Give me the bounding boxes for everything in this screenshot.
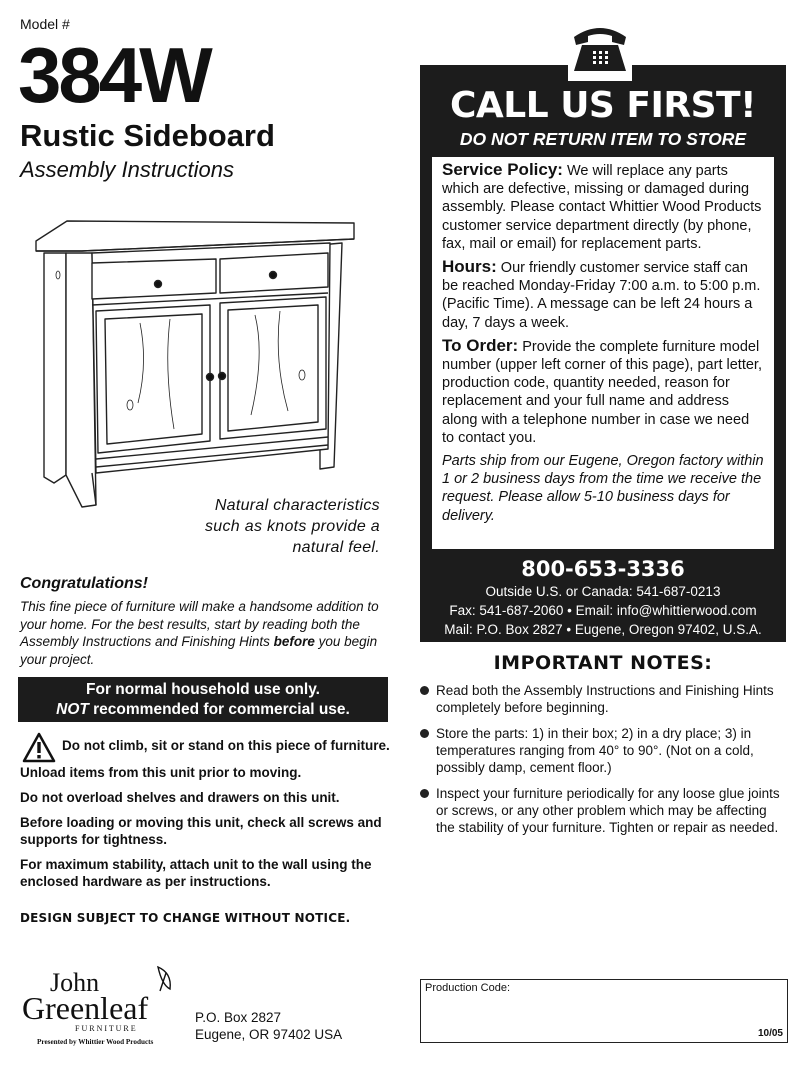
model-number: 384W	[18, 31, 210, 119]
photo-caption: Natural characteristics such as knots provide a natural feel.	[205, 497, 380, 556]
document-type: Assembly Instructions	[20, 157, 234, 182]
mailing-address	[195, 1009, 342, 1043]
banner-line-2-rest: recommended for commercial use.	[88, 701, 350, 718]
shipping-note: Parts ship from our Eugene, Oregon factory within 1 or 2 business days from the time we receive the request. Please allow 5-10 business days for delivery.	[442, 453, 764, 524]
logo-line-furniture: F U R N I T U R E	[75, 1024, 136, 1033]
production-code-box	[420, 979, 788, 1043]
fax-email: Fax: 541-687-2060 • Email: info@whittierwood.com	[449, 603, 757, 618]
hours	[442, 258, 764, 332]
safety-warnings	[20, 732, 390, 890]
sideboard-illustration	[30, 215, 360, 515]
important-notes-list	[420, 682, 786, 845]
production-code-label: Production Code:	[425, 982, 510, 994]
service-policy-panel	[432, 157, 774, 549]
banner-line-2	[18, 700, 388, 720]
hours-heading: Hours:	[442, 257, 497, 277]
banner-line-1: For normal household use only.	[86, 681, 320, 698]
call-title: CALL US FIRST!	[450, 85, 756, 126]
warning-icon	[22, 732, 56, 764]
to-order	[442, 337, 764, 447]
warning-item: Before loading or moving this unit, check all screws and supports for tightness.	[20, 815, 382, 847]
logo-line-presented: Presented by Whittier Wood Products	[37, 1038, 154, 1046]
to-order-heading: To Order:	[442, 335, 519, 355]
banner-not: NOT	[56, 701, 89, 718]
warning-item: For maximum stability, attach unit to the wall using the enclosed hardware as per instructions.	[20, 857, 372, 889]
warning-item: Do not overload shelves and drawers on this unit.	[20, 790, 340, 805]
leaf-icon	[158, 967, 170, 991]
congrats-title: Congratulations!	[20, 575, 148, 592]
household-use-banner	[18, 677, 388, 722]
phone-number: 800-653-3336	[521, 557, 685, 581]
contact-info	[420, 582, 786, 639]
call-subtitle: DO NOT RETURN ITEM TO STORE	[459, 129, 747, 149]
product-name: Rustic Sideboard	[20, 118, 275, 153]
design-notice: DESIGN SUBJECT TO CHANGE WITHOUT NOTICE.	[20, 911, 351, 925]
to-order-text: Provide the complete furniture model number (upper left corner of this page), part letter, production code, quantity needed, reason for replacement and your full name and address along with a telephone number in case we need to contact you.	[442, 338, 762, 446]
mail-address: Mail: P.O. Box 2827 • Eugene, Oregon 97402, U.S.A.	[444, 622, 762, 637]
outside-us-phone: Outside U.S. or Canada: 541-687-0213	[485, 584, 721, 599]
list-item: Read both the Assembly Instructions and Finishing Hints completely before beginning.	[420, 682, 786, 716]
telephone-icon	[568, 15, 632, 81]
service-policy-text: We will replace any parts which are defective, missing or damaged during assembly. Please contact Whittier Wood Products customer service department directly (by phone, fax, mail or email) for replacement parts.	[442, 163, 762, 252]
call-us-first-box	[420, 65, 786, 642]
congrats-body-end: you begin your project.	[20, 634, 378, 667]
logo-line-john: John	[50, 968, 100, 997]
list-item: Store the parts: 1) in their box; 2) in a dry place; 3) in temperatures ranging from 40° to 90°. (Not on a cold, possibly damp, cement floor.)	[420, 725, 786, 776]
model-label: Model #	[20, 16, 70, 32]
congrats-body-emphasis: before	[273, 634, 315, 649]
list-item: Inspect your furniture periodically for any loose glue joints or screws, or any other problem which may be affecting the stability of your furniture. Tighten or repair as needed.	[420, 785, 786, 836]
john-greenleaf-logo	[20, 965, 185, 1047]
service-policy	[442, 161, 764, 253]
congrats-body-start: This fine piece of furniture will make a handsome addition to your home. For the best results, start by reading both the Assembly Instructions and Finishing Hints	[20, 599, 379, 649]
warning-item: Do not climb, sit or stand on this piece of furniture.	[62, 738, 390, 753]
service-policy-heading: Service Policy:	[442, 160, 563, 179]
important-notes-title: IMPORTANT NOTES:	[493, 652, 713, 674]
address-line-2: Eugene, OR 97402 USA	[195, 1027, 343, 1042]
address-line-1: P.O. Box 2827	[195, 1010, 282, 1025]
revision-date: 10/05	[757, 1028, 783, 1039]
congrats-body	[20, 598, 385, 668]
logo-line-greenleaf: Greenleaf	[22, 990, 149, 1026]
hours-text: Our friendly customer service staff can be reached Monday-Friday 7:00 a.m. to 5:00 p.m. (Pacific Time). A message can be left 24 hours a day, 7 days a week.	[442, 260, 761, 331]
warning-item: Unload items from this unit prior to moving.	[20, 765, 302, 780]
